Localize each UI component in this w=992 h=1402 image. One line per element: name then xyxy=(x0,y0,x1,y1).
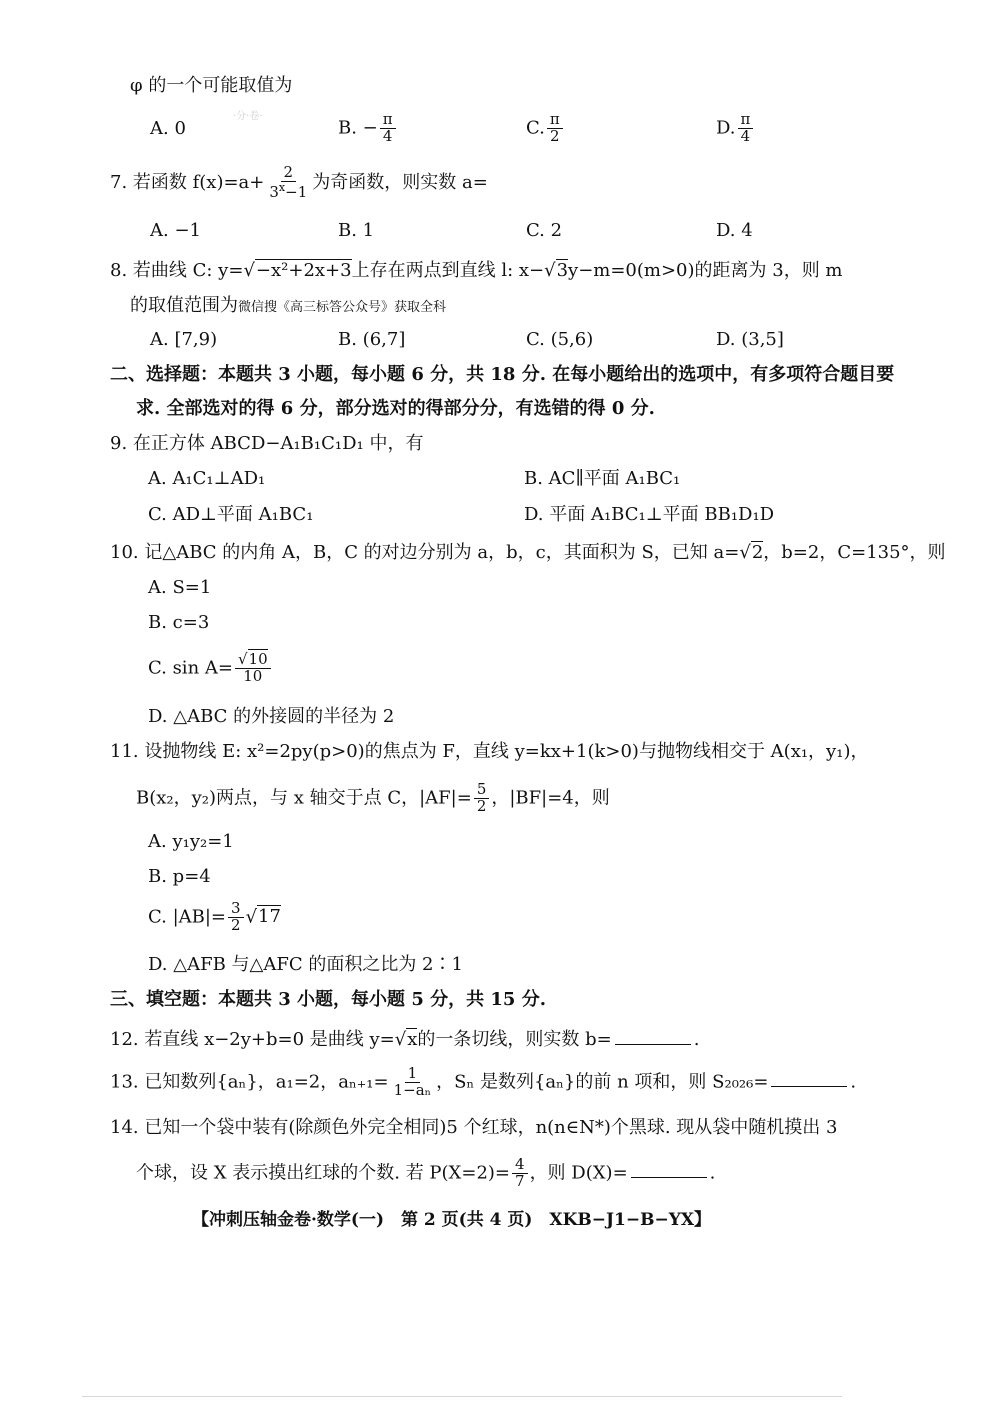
q9-option-a: A. A₁C₁⊥AD₁ xyxy=(148,468,266,489)
q8-watermark-note: 微信搜《高三标答公众号》获取全科 xyxy=(238,300,447,315)
q13-stem: 13. 已知数列{aₙ}，a₁=2，aₙ₊₁= $\frac{1}{\text{1−aₙ}}$ ，Sₙ 是数列{aₙ}的前 n 项和，则 S₂₀₂₆= . xyxy=(110,1064,857,1099)
section2-heading-line2: 求. 全部选对的得 6 分，部分选对的得部分分，有选错的得 0 分. xyxy=(136,398,655,419)
q9-option-b: B. AC∥平面 A₁BC₁ xyxy=(524,468,681,489)
q11-option-b: B. p=4 xyxy=(148,866,211,887)
q11-option-c: C. |AB|= $\frac{3}{2}$ √17 xyxy=(148,899,281,934)
bottom-divider xyxy=(82,1396,842,1397)
q11-stem-line2: B(x₂，y₂)两点，与 x 轴交于点 C，|AF|= $\frac{5}{2}$ ，|BF|=4，则 xyxy=(136,780,610,815)
q6-option-c: C. $\frac{\pi}{2}$ xyxy=(526,112,565,145)
q6-option-a: A. 0 xyxy=(150,118,186,139)
q13-answer-blank[interactable] xyxy=(771,1070,847,1087)
q7-option-d: D. 4 xyxy=(716,220,753,241)
q10-option-b: B. c=3 xyxy=(148,612,210,633)
q8-option-c: C. (5,6) xyxy=(526,329,594,350)
q12-stem: 12. 若直线 x−2y+b=0 是曲线 y=√x的一条切线，则实数 b= . xyxy=(110,1029,700,1050)
q8-stem: 8. 若曲线 C: y=√−x²+2x+3上存在两点到直线 l: x−√3y−m=0(m>0)的距离为 3，则 m xyxy=(110,260,843,281)
q6-option-d: D. $\frac{\pi}{4}$ xyxy=(716,112,755,145)
q10-stem: 10. 记△ABC 的内角 A，B，C 的对边分别为 a，b，c，其面积为 S，已知 a=√2，b=2，C=135°，则 xyxy=(110,542,946,563)
q8-stem-line2: 的取值范围为微信搜《高三标答公众号》获取全科 xyxy=(130,295,447,316)
q7-option-c: C. 2 xyxy=(526,220,563,241)
q14-stem: 14. 已知一个袋中装有(除颜色外完全相同)5 个红球，n(n∈N*)个黑球. 现从袋中随机摸出 3 xyxy=(110,1117,838,1138)
q9-option-d: D. 平面 A₁BC₁⊥平面 BB₁D₁D xyxy=(524,504,775,525)
q8-option-b: B. (6,7] xyxy=(338,329,406,350)
q14-answer-blank[interactable] xyxy=(631,1161,707,1178)
q7-stem: 7. 若函数 f(x)=a+ $\frac{2}{3^x-1}$ 为奇函数，则实数 a= xyxy=(110,163,488,201)
q8-option-d: D. (3,5] xyxy=(716,329,784,350)
q11-option-a: A. y₁y₂=1 xyxy=(148,831,234,852)
q11-option-d: D. △AFB 与△AFC 的面积之比为 2∶1 xyxy=(148,954,463,975)
q8-option-a: A. [7,9) xyxy=(150,329,218,350)
q10-option-a: A. S=1 xyxy=(148,577,212,598)
q6-option-b: B. − $\frac{\pi}{4}$ xyxy=(338,112,398,145)
q7-option-a: A. −1 xyxy=(150,220,201,241)
q6-stray-mark: ·分·卷· xyxy=(233,111,263,122)
section3-heading: 三、填空题：本题共 3 小题，每小题 5 分，共 15 分. xyxy=(110,989,546,1010)
q9-stem: 9. 在正方体 ABCD−A₁B₁C₁D₁ 中，有 xyxy=(110,433,424,454)
q14-stem-line2: 个球，设 X 表示摸出红球的个数. 若 P(X=2)= $\frac{4}{7}$ ，则 D(X)= . xyxy=(136,1155,716,1190)
q12-answer-blank[interactable] xyxy=(615,1028,691,1045)
q9-option-c: C. AD⊥平面 A₁BC₁ xyxy=(148,504,314,525)
page-footer: 【冲刺压轴金卷·数学(一) 第 2 页(共 4 页) XKB−J1−B−YX】 xyxy=(192,1210,712,1230)
q10-option-d: D. △ABC 的外接圆的半径为 2 xyxy=(148,706,395,727)
q7-option-b: B. 1 xyxy=(338,220,375,241)
q6-continuation: φ 的一个可能取值为 xyxy=(130,75,293,96)
q10-option-c: C. sin A= $\frac{√10}{10}$ xyxy=(148,652,273,685)
q11-stem: 11. 设抛物线 E: x²=2py(p>0)的焦点为 F，直线 y=kx+1(k>0)与抛物线相交于 A(x₁，y₁)， xyxy=(110,741,869,762)
section2-heading: 二、选择题：本题共 3 小题，每小题 6 分，共 18 分. 在每小题给出的选项中，有多项符合题目要 xyxy=(110,364,895,385)
